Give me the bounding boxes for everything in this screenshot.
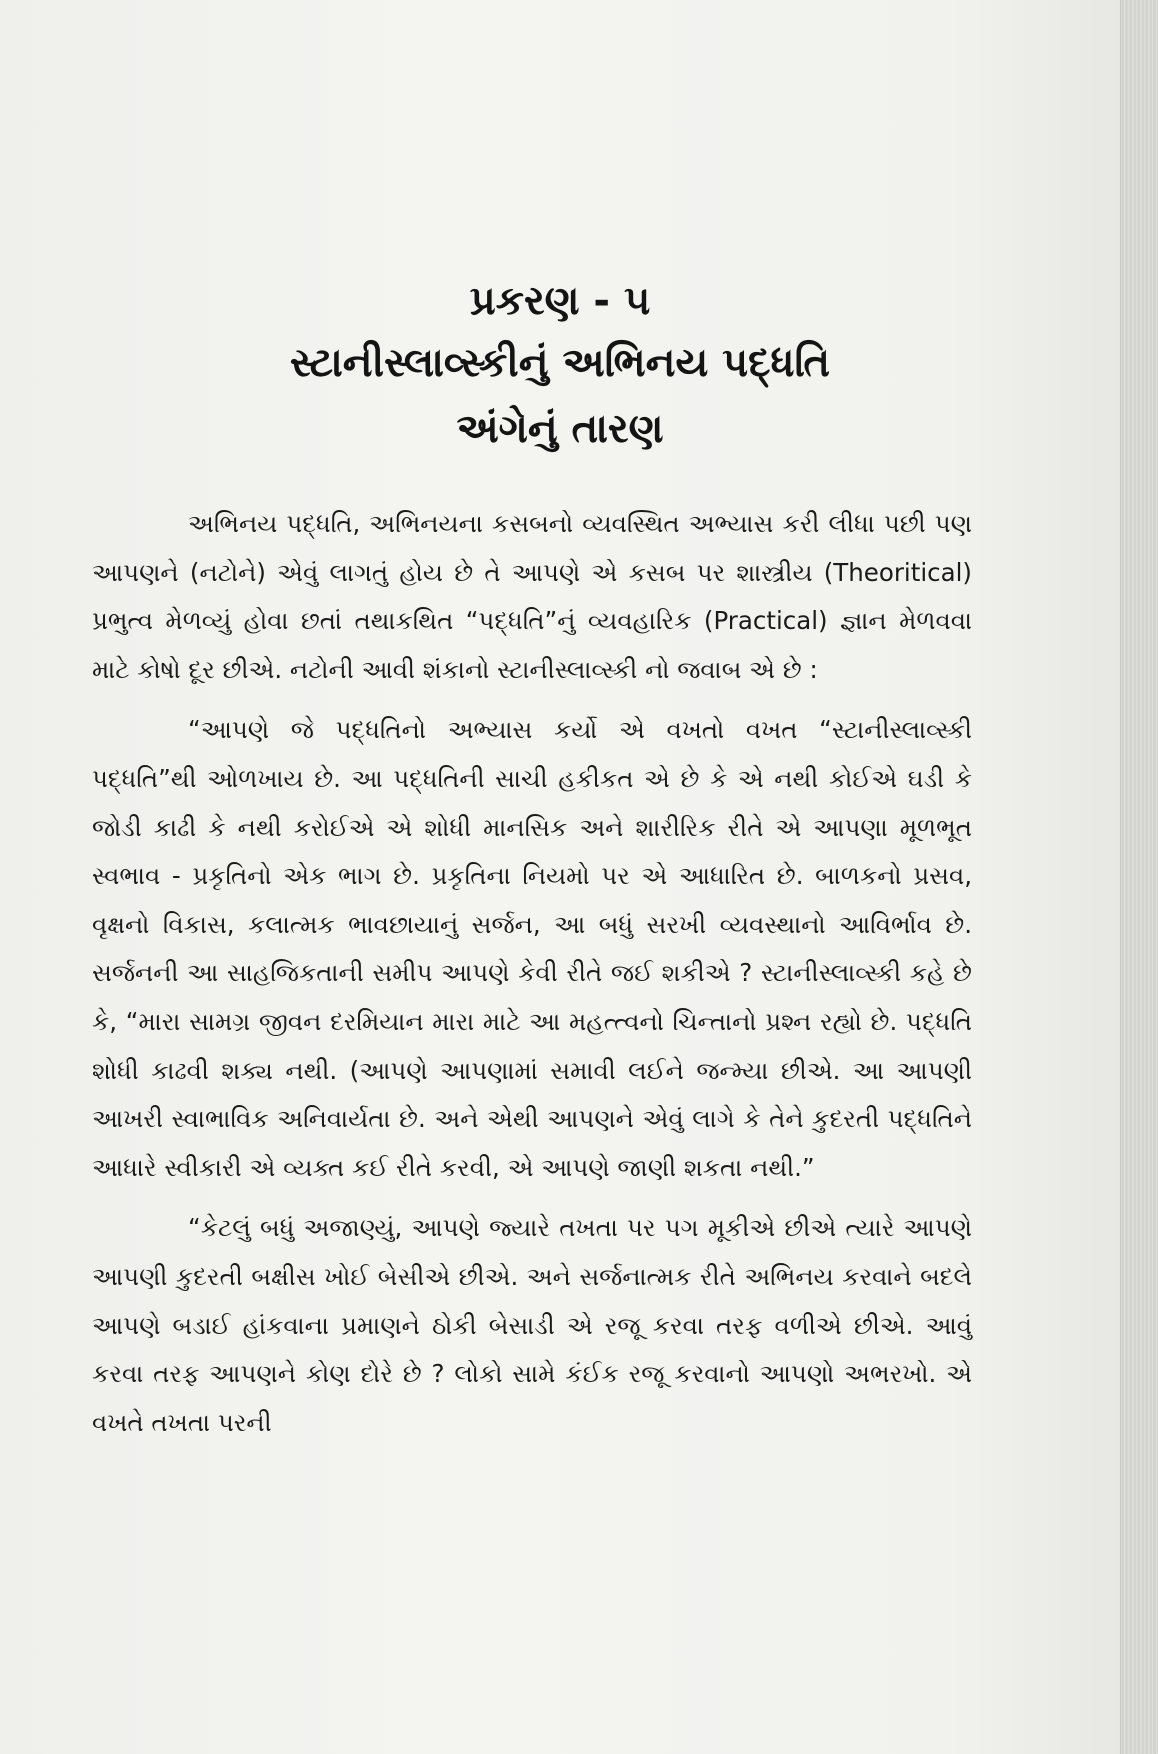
chapter-heading bbox=[0, 272, 1120, 462]
body-text bbox=[92, 500, 972, 1459]
paragraph-1: અભિનય પદ્ધતિ, અભિનયના કસબનો વ્યવસ્થિત અભ્યાસ કરી લીધા પછી પણ આપણને (નટોને) એવું લાગતું હોય છે તે આપણે એ કસબ પર શાસ્ત્રીય (Theoritical) પ્રભુત્વ મેળવ્યું હોવા છતાં તથાકથિત “પદ્ધતિ”નું વ્યવહારિક (Practical) જ્ઞાન મેળવવા માટે કોષો દૂર છીએ. નટોની આવી શંકાનો સ્ટાનીસ્લાવ્સ્કી નો જવાબ એ છે : bbox=[92, 509, 972, 684]
chapter-title-line-1: સ્ટાનીસ્લાવ્સ્કીનું અભિનય પદ્ધતિ bbox=[289, 340, 831, 386]
paragraph-3: “કેટલું બધું અજાણ્યું, આપણે જ્યારે તખતા પર પગ મૂકીએ છીએ ત્યારે આપણે આપણી કુદરતી બક્ષીસ ખોઈ બેસીએ છીએ. અને સર્જનાત્મક રીતે અભિનય કરવાને બદલે આપણે બડાઈ હાંકવાના પ્રમાણને ઠોકી બેસાડી એ રજૂ કરવા તરફ વળીએ છીએ. આવું કરવા તરફ આપણને કોણ દોરે છે ? લોકો સામે કંઈક રજૂ કરવાનો આપણો અભરખો. એ વખતે તખતા પરની bbox=[92, 1213, 972, 1437]
page-edge bbox=[1120, 0, 1158, 1754]
paragraph-2: “આપણે જે પદ્ધતિનો અભ્યાસ કર્યો એ વખતો વખત “સ્ટાનીસ્લાવ્સ્કી પદ્ધતિ”થી ઓળખાય છે. આ પદ્ધતિની સાચી હકીકત એ છે કે એ નથી કોઈએ ઘડી કે જોડી કાઢી કે નથી કરોઈએ એ શોધી માનસિક અને શારીરિક રીતે એ આપણા મૂળભૂત સ્વભાવ - પ્રકૃતિનો એક ભાગ છે. પ્રકૃતિના નિયમો પર એ આધારિત છે. બાળકનો પ્રસવ, વૃક્ષનો વિકાસ, કલાત્મક ભાવછાયાનું સર્જન, આ બધું સરખી વ્યવસ્થાનો આવિર્ભાવ છે. સર્જનની આ સાહજિકતાની સમીપ આપણે કેવી રીતે જઈ શકીએ ? સ્ટાનીસ્લાવ્સ્કી કહે છે કે, “મારા સામગ્ર જીવન દરમિયાન મારા માટે આ મહત્ત્વનો ચિન્તાનો પ્રશ્ન રહ્યો છે. પદ્ધતિ શોધી કાઢવી શક્ય નથી. (આપણે આપણામાં સમાવી લઈને જન્મ્યા છીએ. આ આપણી આખરી સ્વાભાવિક અનિવાર્યતા છે. અને એથી આપણને એવું લાગે કે તેને કુદરતી પદ્ધતિને આધારે સ્વીકારી એ વ્યક્ત કઈ રીતે કરવી, એ આપણે જાણી શકતા નથી.” bbox=[92, 715, 972, 1182]
chapter-number: પ્રકરણ - ૫ bbox=[469, 278, 651, 324]
chapter-title-line-2: અંગેનું તારણ bbox=[456, 406, 664, 452]
